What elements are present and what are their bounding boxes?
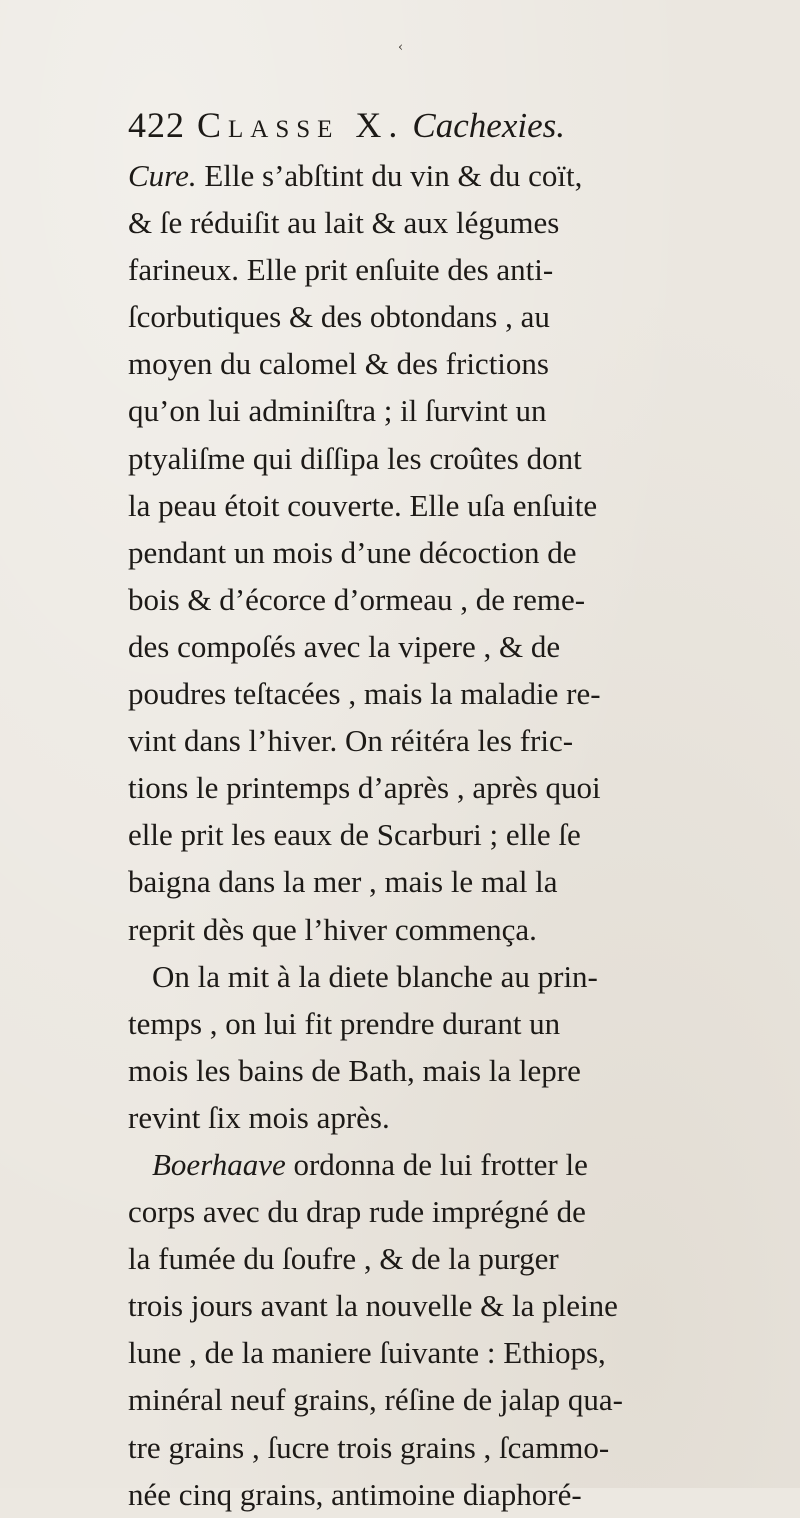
line-text: farineux. Elle prit enſuite des anti- — [128, 252, 554, 288]
text-line — [128, 1094, 728, 1141]
text-line — [128, 1282, 728, 1329]
line-text: corps avec du drap rude imprégné de — [128, 1194, 586, 1230]
line-text: trois jours avant la nouvelle & la pleine — [128, 1288, 618, 1324]
line-text: tions le printemps d’après , après quoi — [128, 770, 601, 806]
line-text: minéral neuf grains, réſine de jalap qua- — [128, 1382, 623, 1418]
text-line — [128, 152, 728, 199]
page-number: 422 — [128, 105, 185, 145]
line-text: vint dans l’hiver. On réitéra les fric- — [128, 723, 574, 759]
text-line — [128, 717, 728, 764]
line-text: pendant un mois d’une décoction de — [128, 534, 577, 570]
line-text: née cinq grains, antimoine diaphoré- — [128, 1476, 582, 1512]
text-line — [128, 435, 728, 482]
body-text — [128, 152, 728, 1518]
line-text: qu’on lui adminiſtra ; il ſurvint un — [128, 393, 547, 429]
line-text: poudres teſtacées , mais la maladie re- — [128, 676, 601, 712]
line-text: des compoſés avec la vipere , & de — [128, 628, 561, 664]
line-text: On la mit à la diete blanche au prin- — [152, 958, 598, 994]
line-text: tre grains , ſucre trois grains , ſcammo- — [128, 1429, 610, 1465]
line-text: elle prit les eaux de Scarburi ; elle ſe — [128, 817, 581, 853]
text-line — [128, 340, 728, 387]
line-text: lune , de la maniere ſuivante : Ethiops, — [128, 1335, 606, 1371]
text-line — [128, 576, 728, 623]
line-text: Elle s’abſtint du vin & du coït, — [196, 158, 583, 193]
text-line — [128, 858, 728, 905]
text-line — [128, 1329, 728, 1376]
text-line — [128, 1141, 728, 1188]
text-line — [128, 1000, 728, 1047]
line-text: bois & d’écorce d’ormeau , de reme- — [128, 581, 586, 617]
text-line — [128, 1188, 728, 1235]
text-line — [128, 1235, 728, 1282]
line-text: baigna dans la mer , mais le mal la — [128, 864, 558, 900]
line-text: ſcorbutiques & des obtondans , au — [128, 299, 550, 335]
page-corner-mark: ‹ — [398, 40, 404, 55]
text-line — [128, 623, 728, 670]
line-text: moyen du calomel & des frictions — [128, 346, 549, 382]
text-line — [128, 953, 728, 1000]
line-text: la peau étoit couverte. Elle uſa enſuite — [128, 487, 598, 523]
text-line — [128, 1047, 728, 1094]
line-text: ptyaliſme qui diſſipa les croûtes dont — [128, 440, 582, 476]
text-line — [128, 1376, 728, 1423]
line-text: temps , on lui fit prendre durant un — [128, 1005, 561, 1041]
line-text: ordonna de lui frotter le — [285, 1146, 588, 1182]
text-line — [128, 1471, 728, 1518]
text-line — [128, 387, 728, 434]
text-line — [128, 246, 728, 293]
text-line — [128, 529, 728, 576]
line-text: reprit dès que l’hiver commença. — [128, 911, 537, 947]
running-header — [128, 104, 688, 148]
text-line — [128, 293, 728, 340]
text-line — [128, 482, 728, 529]
line-text: & ſe réduiſit au lait & aux légumes — [128, 205, 560, 241]
italic-lead: Cure. — [128, 158, 197, 193]
text-line — [128, 906, 728, 953]
text-line — [128, 811, 728, 858]
line-text: la fumée du ſoufre , & de la purger — [128, 1241, 559, 1277]
chapter-title: Cachexies. — [412, 106, 565, 145]
line-text: revint ſix mois après. — [128, 1099, 390, 1135]
class-label: Classe X. — [197, 105, 405, 145]
text-line — [128, 764, 728, 811]
text-line — [128, 1424, 728, 1471]
text-line — [128, 670, 728, 717]
text-line — [128, 199, 728, 246]
italic-lead: Boerhaave — [152, 1146, 286, 1182]
line-text: mois les bains de Bath, mais la lepre — [128, 1052, 581, 1088]
